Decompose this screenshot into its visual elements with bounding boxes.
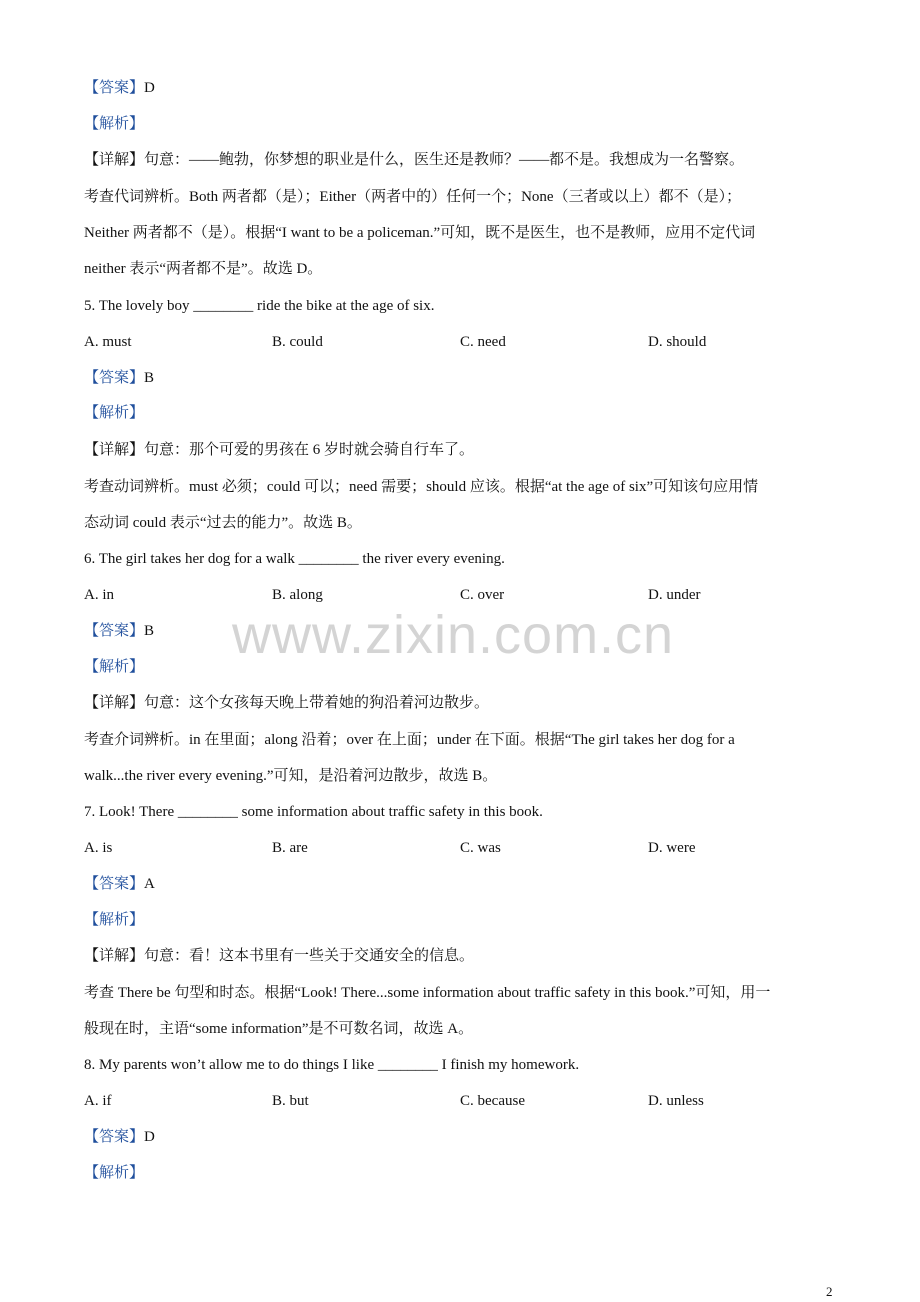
q8-stem: 8. My parents won’t allow me to do things I like ________ I finish my homework. bbox=[84, 1057, 580, 1073]
option-a: A. is bbox=[84, 840, 113, 856]
answer-tag: 【答案】 bbox=[84, 876, 145, 892]
option-d: D. should bbox=[648, 334, 707, 350]
q4-answer-line bbox=[84, 78, 836, 98]
detail-tag: 【详解】 bbox=[84, 695, 145, 711]
answer-tag: 【答案】 bbox=[84, 1129, 145, 1145]
q8-options bbox=[84, 1091, 836, 1111]
detail-tag: 【详解】 bbox=[84, 442, 145, 458]
q7-answer-line bbox=[84, 874, 836, 894]
option-a: A. in bbox=[84, 587, 114, 603]
q7-analysis-line bbox=[84, 910, 836, 930]
q6-analysis-line bbox=[84, 657, 836, 677]
answer-value: A bbox=[144, 876, 155, 892]
q5-analysis-line bbox=[84, 403, 836, 423]
q8-analysis-line bbox=[84, 1163, 836, 1183]
q5-detail-line bbox=[84, 440, 836, 460]
detail-text: 句意：——鲍勃，你梦想的职业是什么，医生还是教师？——都不是。我想成为一名警察。 bbox=[144, 152, 745, 168]
analysis-tag: 【解析】 bbox=[84, 116, 145, 132]
q5-stem: 5. The lovely boy ________ ride the bike at the age of six. bbox=[84, 298, 435, 314]
option-d: D. under bbox=[648, 587, 701, 603]
answer-value: B bbox=[144, 623, 155, 639]
q7-explain-2: 般现在时，主语“some information”是不可数名词，故选 A。 bbox=[84, 1021, 474, 1037]
option-b: B. are bbox=[272, 840, 308, 856]
q7-explain-1: 考查 There be 句型和时态。根据“Look! There...some information about traffic safety in this book.”可知，用一 bbox=[84, 985, 771, 1001]
q5-explain-1: 考查动词辨析。must 必须；could 可以；need 需要；should 应该。根据“at the age of six”可知该句应用情 bbox=[84, 479, 759, 495]
answer-value: D bbox=[144, 1129, 155, 1145]
q6-options bbox=[84, 585, 836, 605]
option-c: C. over bbox=[460, 587, 505, 603]
option-c: C. need bbox=[460, 334, 506, 350]
page-number: 2 bbox=[826, 1284, 833, 1299]
q6-stem: 6. The girl takes her dog for a walk ________ the river every evening. bbox=[84, 551, 505, 567]
option-b: B. along bbox=[272, 587, 323, 603]
q6-explain-2: walk...the river every evening.”可知，是沿着河边散步，故选 B。 bbox=[84, 768, 498, 784]
analysis-tag: 【解析】 bbox=[84, 659, 145, 675]
detail-text: 句意：看！这本书里有一些关于交通安全的信息。 bbox=[144, 948, 475, 964]
q5-answer-line bbox=[84, 368, 836, 388]
q4-explain-1: 考查代词辨析。Both 两者都（是）；Either（两者中的）任何一个；None（三者或以上）都不（是）； bbox=[84, 189, 742, 205]
q7-options bbox=[84, 838, 836, 858]
q6-answer-line bbox=[84, 621, 836, 641]
detail-text: 句意：这个女孩每天晚上带着她的狗沿着河边散步。 bbox=[144, 695, 490, 711]
option-a: A. must bbox=[84, 334, 132, 350]
q5-explain-2: 态动词 could 表示“过去的能力”。故选 B。 bbox=[84, 515, 362, 531]
q4-explain-3: neither 表示“两者都不是”。故选 D。 bbox=[84, 261, 323, 277]
q6-detail-line bbox=[84, 693, 836, 713]
answer-tag: 【答案】 bbox=[84, 623, 145, 639]
q6-explain-1: 考查介词辨析。in 在里面；along 沿着；over 在上面；under 在下面。根据“The girl takes her dog for a bbox=[84, 732, 735, 748]
analysis-tag: 【解析】 bbox=[84, 1165, 145, 1181]
detail-tag: 【详解】 bbox=[84, 152, 145, 168]
analysis-tag: 【解析】 bbox=[84, 912, 145, 928]
option-b: B. but bbox=[272, 1093, 309, 1109]
detail-tag: 【详解】 bbox=[84, 948, 145, 964]
option-c: C. because bbox=[460, 1093, 525, 1109]
option-c: C. was bbox=[460, 840, 501, 856]
watermark: www.zixin.com.cn bbox=[232, 605, 675, 665]
answer-value: D bbox=[144, 80, 155, 96]
option-a: A. if bbox=[84, 1093, 112, 1109]
answer-value: B bbox=[144, 370, 155, 386]
option-d: D. unless bbox=[648, 1093, 704, 1109]
answer-tag: 【答案】 bbox=[84, 80, 145, 96]
option-d: D. were bbox=[648, 840, 696, 856]
analysis-tag: 【解析】 bbox=[84, 405, 145, 421]
q7-detail-line bbox=[84, 946, 836, 966]
q4-explain-2: Neither 两者都不（是）。根据“I want to be a policeman.”可知，既不是医生，也不是教师，应用不定代词 bbox=[84, 225, 756, 241]
answer-tag: 【答案】 bbox=[84, 370, 145, 386]
q8-answer-line bbox=[84, 1127, 836, 1147]
q4-detail-line bbox=[84, 150, 836, 170]
q7-stem: 7. Look! There ________ some information about traffic safety in this book. bbox=[84, 804, 543, 820]
detail-text: 句意：那个可爱的男孩在 6 岁时就会骑自行车了。 bbox=[144, 442, 475, 458]
q4-analysis-line bbox=[84, 114, 836, 134]
q5-options bbox=[84, 332, 836, 352]
option-b: B. could bbox=[272, 334, 323, 350]
